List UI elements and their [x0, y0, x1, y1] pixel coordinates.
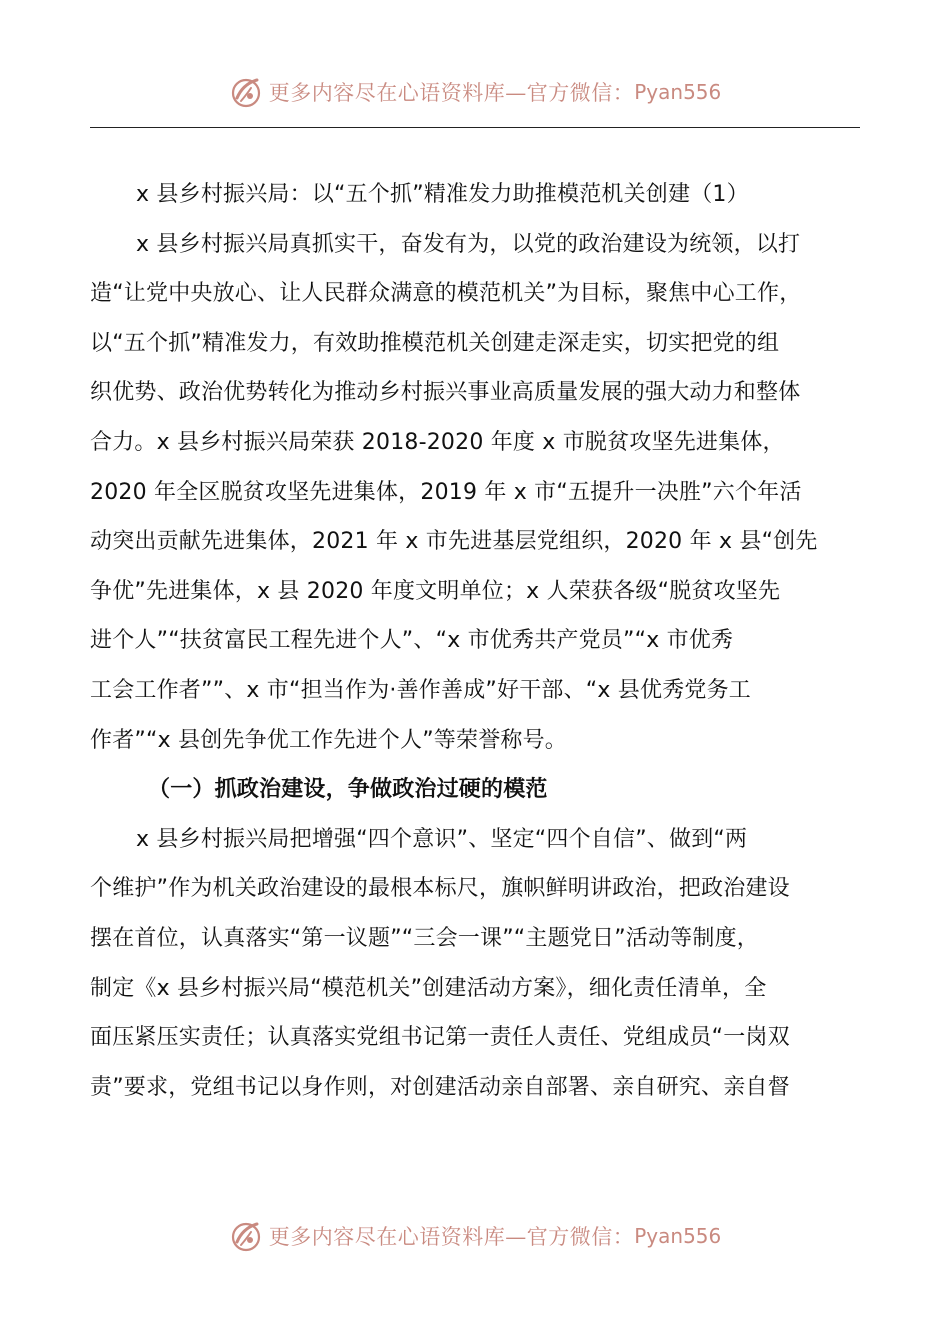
paragraph-line: 造“让党中央放心、让人民群众满意的模范机关”为目标，聚焦中心工作， — [90, 281, 802, 307]
watermark-wechat-id: Pyan556 — [634, 80, 722, 104]
paragraph-line: 2020 年全区脱贫攻坚先进集体，2019 年 x 市“五提升一决胜”六个年活 — [90, 479, 802, 505]
watermark-wechat-id: Pyan556 — [634, 1224, 722, 1248]
paragraph-line: x 县乡村振兴局把增强“四个意识”、坚定“四个自信”、做到“两 — [136, 826, 748, 852]
watermark-text: 更多内容尽在心语资料库—官方微信： — [268, 1225, 635, 1249]
paragraph-line: 合力。x 县乡村振兴局荣获 2018-2020 年度 x 市脱贫攻坚先进集体， — [90, 429, 785, 455]
footer-watermark — [0, 1216, 950, 1256]
paragraph-line: 织优势、政治优势转化为推动乡村振兴事业高质量发展的强大动力和整体 — [90, 380, 801, 406]
paragraph-line: 以“五个抓”精准发力，有效助推模范机关创建走深走实，切实把党的组 — [90, 330, 780, 356]
section-heading: （一）抓政治建设，争做政治过硬的模范 — [148, 777, 548, 803]
paragraph-line: 制定《x 县乡村振兴局“模范机关”创建活动方案》，细化责任清单，全 — [90, 975, 767, 1001]
header-watermark — [0, 72, 950, 112]
document-body — [90, 170, 870, 1112]
brush-logo-icon — [229, 1218, 265, 1254]
brush-logo-icon — [229, 74, 265, 110]
paragraph-line: 摆在首位，认真落实“第一议题”“三会一课”“主题党日”活动等制度， — [90, 925, 759, 951]
paragraph-line: 个维护”作为机关政治建设的最根本标尺，旗帜鲜明讲政治，把政治建设 — [90, 876, 790, 902]
paragraph-line: 争优”先进集体，x 县 2020 年度文明单位；x 人荣获各级“脱贫攻坚先 — [90, 578, 781, 604]
watermark-text: 更多内容尽在心语资料库—官方微信： — [268, 81, 635, 105]
paragraph-line: x 县乡村振兴局真抓实干，奋发有为，以党的政治建设为统领，以打 — [136, 231, 801, 257]
paragraph-line: 责”要求，党组书记以身作则，对创建活动亲自部署、亲自研究、亲自督 — [90, 1074, 790, 1100]
paragraph-line: 动突出贡献先进集体，2021 年 x 市先进基层党组织，2020 年 x 县“创先 — [90, 529, 818, 555]
paragraph-line: 作者”“x 县创先争优工作先进个人”等荣誉称号。 — [90, 727, 568, 753]
header-divider — [90, 127, 860, 128]
document-title: x 县乡村振兴局：以“五个抓”精准发力助推模范机关创建（1） — [136, 182, 749, 207]
paragraph-line: 进个人”“扶贫富民工程先进个人”、“x 市优秀共产党员”“x 市优秀 — [90, 628, 734, 654]
paragraph-line: 面压紧压实责任；认真落实党组书记第一责任人责任、党组成员“一岗双 — [90, 1025, 790, 1051]
paragraph-line: 工会工作者””、x 市“担当作为·善作善成”好干部、“x 县优秀党务工 — [90, 677, 752, 703]
